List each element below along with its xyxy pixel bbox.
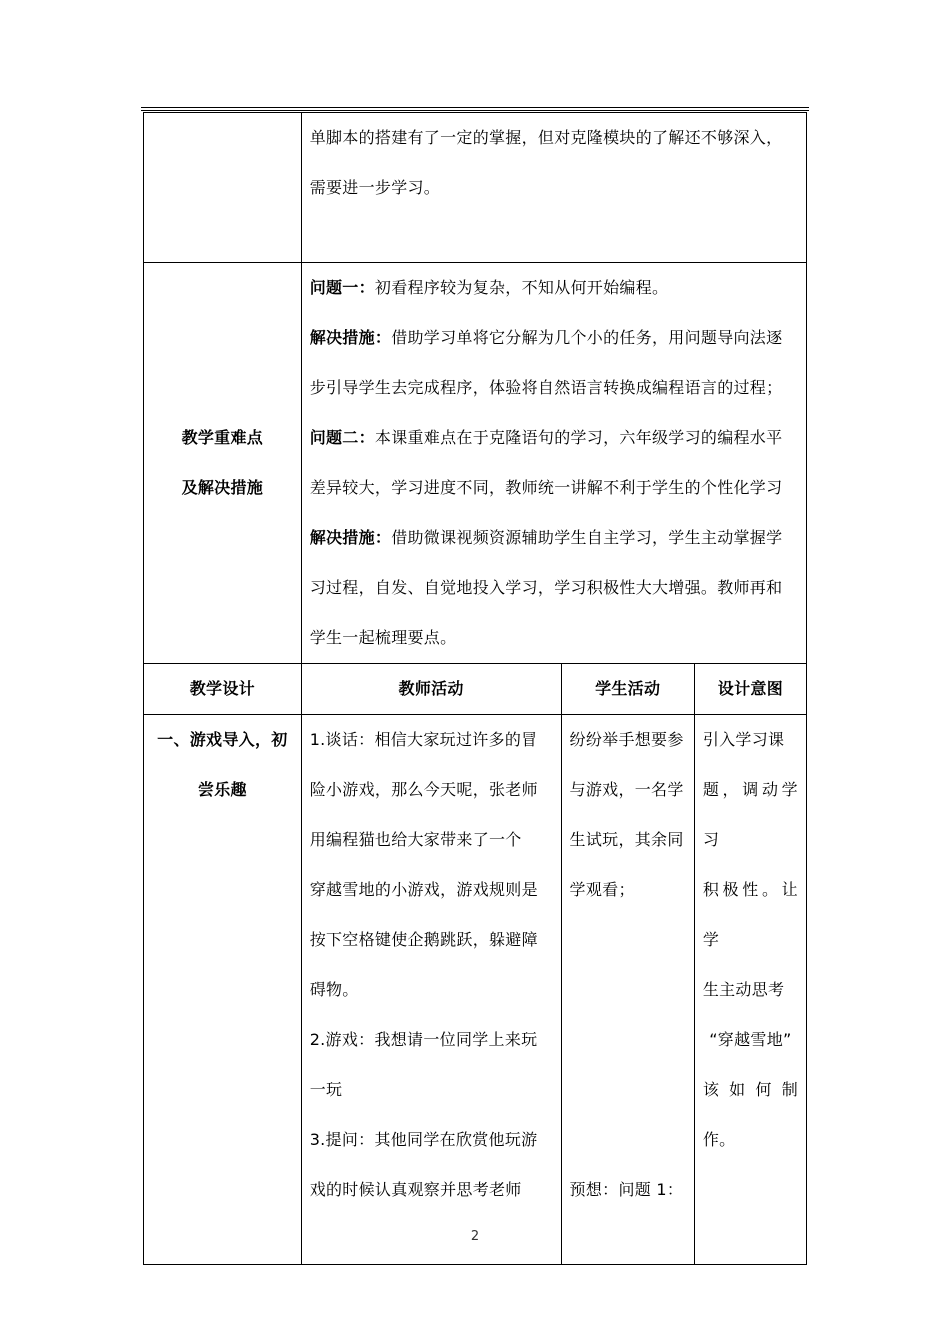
row-label: 及解决措施 bbox=[181, 478, 264, 497]
teacher-line: 险小游戏，那么今天呢，张老师 bbox=[309, 780, 538, 799]
row-label: 教学重难点 bbox=[181, 428, 264, 447]
solution-two-line bbox=[310, 513, 798, 563]
body-line: 差异较大，学习进度不同，教师统一讲解不利于学生的个性化学习 bbox=[309, 478, 783, 497]
intent-line: 该如何制作。 bbox=[702, 1080, 798, 1149]
teacher-line: 戏的时候认真观察并思考老师 bbox=[309, 1180, 522, 1199]
solution-label: 解决措施： bbox=[309, 528, 392, 547]
teacher-line: 2.游戏：我想请一位同学上来玩 bbox=[309, 1030, 538, 1049]
situation-analysis-cell bbox=[301, 113, 806, 263]
student-line: 学观看； bbox=[569, 880, 635, 899]
design-intent-cell bbox=[694, 715, 806, 1265]
teacher-line: 穿越雪地的小游戏，游戏规则是 bbox=[309, 880, 538, 899]
body-line: 步引导学生去完成程序，体验将自然语言转换成编程语言的过程； bbox=[309, 378, 783, 397]
problem-two-line bbox=[310, 413, 798, 463]
teacher-line: 一玩 bbox=[309, 1080, 343, 1099]
step-title: 尝乐趣 bbox=[197, 780, 247, 799]
teacher-line: 碍物。 bbox=[309, 980, 359, 999]
student-line: 与游戏，一名学 bbox=[569, 780, 684, 799]
design-step-cell bbox=[144, 715, 302, 1265]
problem-text: 初看程序较为复杂，不知从何开始编程。 bbox=[374, 278, 669, 297]
intent-line: 积极性。让学 bbox=[702, 880, 798, 949]
problem-label: 问题二： bbox=[309, 428, 375, 447]
solution-label: 解决措施： bbox=[309, 328, 392, 347]
problem-label: 问题一： bbox=[309, 278, 375, 297]
student-line: 纷纷举手想要参 bbox=[569, 730, 684, 749]
teacher-line: 按下空格键使企鹅跳跃，躲避障 bbox=[309, 930, 538, 949]
table-row bbox=[144, 263, 807, 664]
body-line: 学生一起梳理要点。 bbox=[309, 628, 457, 647]
intent-line: 引入学习课 bbox=[702, 730, 785, 749]
teacher-line: 3.提问：其他同学在欣赏他玩游 bbox=[309, 1130, 538, 1149]
key-difficulty-content-cell bbox=[301, 263, 806, 664]
problem-text: 本课重难点在于克隆语句的学习，六年级学习的编程水平 bbox=[374, 428, 783, 447]
intent-line: 生主动思考 bbox=[702, 980, 785, 999]
intent-line: 题，调动学习 bbox=[702, 780, 798, 849]
header-teacher-activity: 教师活动 bbox=[301, 664, 561, 715]
table-row bbox=[144, 113, 807, 263]
body-line: 需要进一步学习。 bbox=[309, 178, 441, 197]
header-rule-bottom bbox=[141, 110, 809, 111]
table-row bbox=[144, 715, 807, 1265]
teacher-activity-cell bbox=[301, 715, 561, 1265]
header-student-activity: 学生活动 bbox=[561, 664, 694, 715]
header-design-intent: 设计意图 bbox=[694, 664, 806, 715]
teacher-line: 用编程猫也给大家带来了一个 bbox=[309, 830, 522, 849]
teacher-line: 1.谈话：相信大家玩过许多的冒 bbox=[309, 730, 538, 749]
header-rule-top bbox=[141, 107, 809, 108]
key-difficulty-label-cell bbox=[144, 263, 302, 664]
page-number: 2 bbox=[470, 1229, 480, 1244]
intent-line: “穿越雪地” bbox=[709, 1030, 792, 1049]
solution-text: 借助微课视频资源辅助学生自主学习，学生主动掌握学 bbox=[391, 528, 783, 547]
label-cell-empty bbox=[144, 113, 302, 263]
header-design: 教学设计 bbox=[144, 664, 302, 715]
student-line: 生试玩，其余同 bbox=[569, 830, 684, 849]
body-line: 单脚本的搭建有了一定的掌握，但对克隆模块的了解还不够深入， bbox=[309, 128, 783, 147]
solution-text: 借助学习单将它分解为几个小的任务，用问题导向法逐 bbox=[391, 328, 783, 347]
body-line: 习过程，自发、自觉地投入学习，学习积极性大大增强。教师再和 bbox=[309, 578, 783, 597]
table-header-row bbox=[144, 664, 807, 715]
solution-one-line bbox=[310, 313, 798, 363]
student-activity-cell bbox=[561, 715, 694, 1265]
problem-one-line bbox=[310, 263, 798, 313]
lesson-plan-table bbox=[143, 112, 807, 1265]
student-line: 预想：问题 1： bbox=[569, 1180, 684, 1199]
step-title: 一、游戏导入，初 bbox=[157, 730, 288, 749]
